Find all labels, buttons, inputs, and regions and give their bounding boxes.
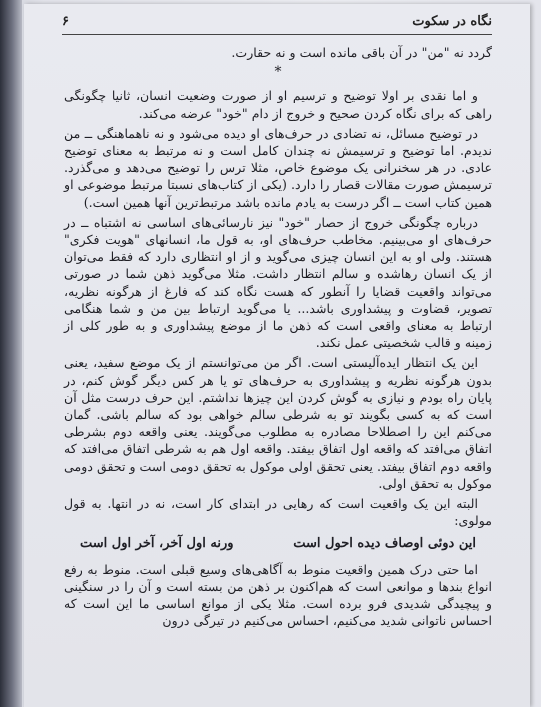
verse-first-hemistich: این دوئی اوصاف دیده احول است [293, 536, 476, 552]
paragraph-0: گردد نه "من" در آن باقی مانده است و نه حقارت. [231, 45, 492, 60]
paragraph-6: اما حتی درک همین واقعیت منوط به آگاهی‌های وسیع قبلی است. منوط به رفع انواع بندها و موانعی است که هم‌اکنون بر ذهن من بسته است و آن را در سنگینی و پیچیدگی شدیدی فرو برده است. مثلا یکی از موانع اساسی ما این است که احساس ناتوانی شدید می‌کنیم، احساس می‌کنیم در تیرگی درون [64, 561, 492, 629]
running-title: نگاه در سکوت [412, 14, 492, 29]
paragraph-4: این یک انتظار ایده‌آلیستی است. اگر من می‌توانستم از یک موضع سفید، یعنی بدون هرگونه نظریه و پیشداوری به حرف‌های تو یا هر کس دیگر گوش کنم، در پایان راه بودم و نیازی به گوش کردن این چیزها نداشتم. این حرف درست مثل آن است که به کسی بگویند تو به شرطی سالم خواهی بود که سالم باشی. گمان می‌کنم این را اصطلاحا مصادره به مطلوب می‌گویند. یعنی واقعه دوم بشرطی اتفاق می‌افتد که واقعه اول اتفاق بیفتد. واقعه اول هم به شرطی اتفاق می‌افتد که واقعه دوم اتفاق بیفتد. یعنی تحقق اولی موکول به تحقق دومی است و تحقق دومی موکول به تحقق اولی. [64, 355, 492, 491]
paragraph-3: درباره چگونگی خروج از حصار "خود" نیز نارسائی‌های اساسی نه اشتباه ــ در حرف‌های او می‌بینیم. مخاطب حرف‌های او، به قول ما، انسانهای "هویت فکری" هستند. ولی او به این انسان چیزی می‌گوید و از او انتظاری دارد که فقط می‌توان از یک انسان رهاشده و سالم انتظار داشت. مثلا می‌گوید ذهن شما در صورتی می‌تواند واقعیت قضایا را آنطور که هست نگاه کند که فارغ از هرگونه نظریه، تصویر، قضاوت و پیشداوری باشد... یا می‌گوید ارتباط بین من و شما هنگامی ارتباط به معنای واقعی است که ذهن ما از موضع پیشداوری و به طور کلی از زمینه و قالب شخصیتی عمل نکند. [64, 214, 492, 351]
paragraph-1: و اما نقدی بر اولا توضیح و ترسیم او از صورت وضعیت انسان، ثانیا چگونگی راهی که برای نگاه کردن صحیح و خروج از دام "خود" عرضه می‌کند. [64, 88, 492, 121]
section-separator: * [274, 64, 282, 81]
running-header [62, 12, 492, 35]
poem-verse [80, 535, 476, 552]
page-text [64, 44, 492, 701]
book-page [24, 4, 530, 707]
book-spine [0, 0, 22, 707]
verse-second-hemistich: ورنه اول آخر، آخر اول است [80, 536, 234, 552]
paragraph-5: البته این یک واقعیت است که رهایی در ابتدای کار است، نه در انتها. به قول مولوی: [64, 496, 492, 529]
page-number: ۶ [62, 14, 69, 29]
paragraph-2: در توضیح مسائل، نه تضادی در حرف‌های او دیده می‌شود و نه ناهماهنگی ــ من ندیدم. اما توضیح و ترسیمش نه چندان کامل است و نه مرتبط به معنای توضیح عادی. در هر سخنرانی یک موضوع خاص، مثلا ترس را توضیح می‌دهد و می‌گذرد. ترسیمش صورت مقالات قصار را دارد. (یکی از کتاب‌های نسبتا مرتبط موضوعی او همین کتاب است ــ اگر درست به یادم مانده باشد مرتبط‌ترین آنها همین است.) [64, 125, 492, 210]
